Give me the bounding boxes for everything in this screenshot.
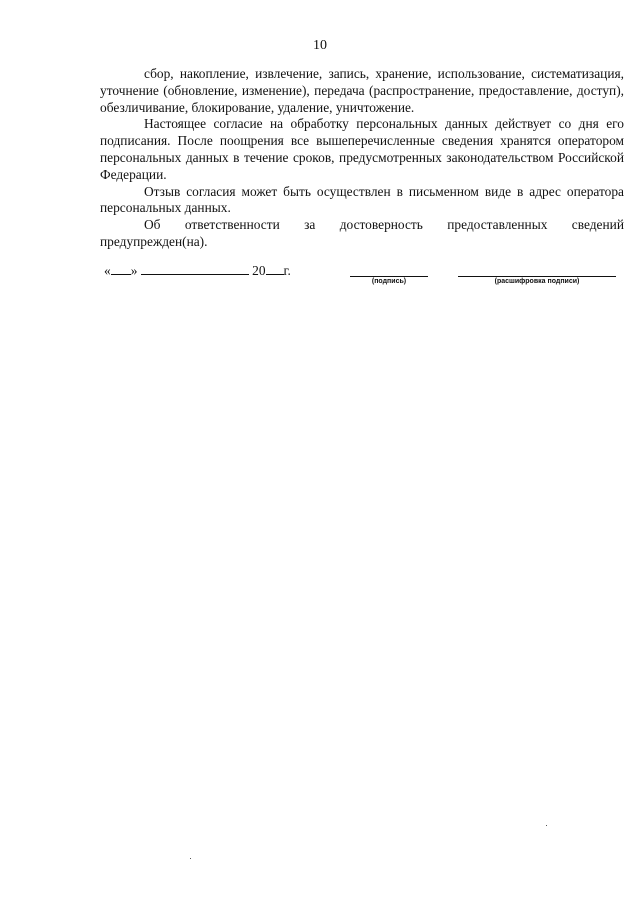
page-number: 10 xyxy=(313,38,327,53)
paragraph-consent-withdrawal: Отзыв согласия может быть осуществлен в письменном виде в адрес оператора персональных данных. xyxy=(100,183,624,216)
document-body xyxy=(100,66,624,251)
day-blank xyxy=(111,262,131,275)
scan-speck xyxy=(546,825,547,826)
date-field xyxy=(104,262,291,279)
paragraph-responsibility: Об ответственности за достоверность предоставленных сведений предупрежден(на). xyxy=(100,217,624,249)
paragraph-consent-validity: Настоящее согласие на обработку персональных данных действует со дня его подписания. После поощрения все вышеперечисленные сведения хранятся оператором персональных данных в течение сроков, предусмотренных законодательством Российской Федерации. xyxy=(100,116,624,182)
signature-caption: (подпись) xyxy=(371,278,407,285)
signature-row xyxy=(104,262,624,292)
date-close-quote: » xyxy=(130,263,138,278)
month-blank xyxy=(141,262,249,275)
paragraph-processing-actions: сбор, накопление, извлечение, запись, хранение, использование, систематизация, уточнение (обновление, изменение), передача (распространение, предоставление, доступ), обезличивание, блокирование, удаление, уничтожение. xyxy=(100,66,624,115)
year-blank xyxy=(266,262,284,275)
decryption-caption: (расшифровка подписи) xyxy=(494,278,580,285)
year-suffix: г. xyxy=(283,263,291,278)
scan-speck xyxy=(190,858,191,859)
year-prefix: 20 xyxy=(252,263,266,278)
date-open-quote: « xyxy=(104,263,111,278)
